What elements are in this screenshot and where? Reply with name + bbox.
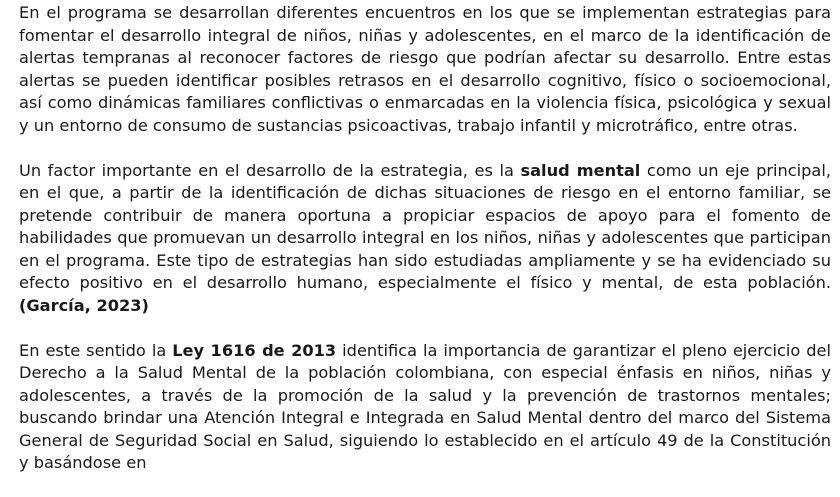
paragraph-2-text-start: Un factor importante en el desarrollo de la estrategia, es la [19, 160, 521, 180]
paragraph-2 [19, 160, 831, 318]
paragraph-1 [19, 2, 831, 137]
paragraph-2-text-end: como un eje principal, en el que, a partir de la identificación de dichas situaciones de riesgo en el entorno familiar, se pretende contribuir de manera oportuna a propiciar espacios de apoyo para el fomento de habilidades que promuevan un desarrollo integral en los niños, niñas y adolescentes que participan en el programa. Este tipo de estrategias han sido estudiadas ampliamente y se ha evidenciado su efecto positivo en el desarrollo humano, especialmente el físico y mental, de esta población. [19, 160, 831, 292]
paragraph-1-text: En el programa se desarrollan diferentes encuentros en los que se implementan estrategias para fomentar el desarrollo integral de niños, niñas y adolescentes, en el marco de la identificación de alertas tempranas al reconocer factores de riesgo que podrían afectar su desarrollo. Entre estas alertas se pueden identificar posibles retrasos en el desarrollo cognitivo, físico o socioemocional, así como dinámicas familiares conflictivas o enmarcadas en la violencia física, psicológica y sexual y un entorno de consumo de sustancias psicoactivas, trabajo infantil y microtráfico, entre otras. [19, 3, 831, 135]
paragraph-3-text-start: En este sentido la [19, 340, 173, 360]
paragraph-3-text-end: identifica la importancia de garantizar el pleno ejercicio del Derecho a la Salud Mental de la población colombiana, con especial énfasis en niños, niñas y adolescentes, a través de la promoción de la salud y la prevención de trastornos mentales; buscando brindar una Atención Integral e Integrada en Salud Mental dentro del marco del Sistema General de Seguridad Social en Salud, siguiendo lo establecido en el artículo 49 de la Constitución y basándose en [19, 340, 831, 472]
document-body [19, 2, 831, 497]
citation-garcia-2023: (García, 2023) [19, 295, 149, 315]
paragraph-3 [19, 340, 831, 475]
bold-term-ley-1616: Ley 1616 de 2013 [172, 340, 337, 360]
bold-term-salud-mental: salud mental [520, 160, 641, 180]
